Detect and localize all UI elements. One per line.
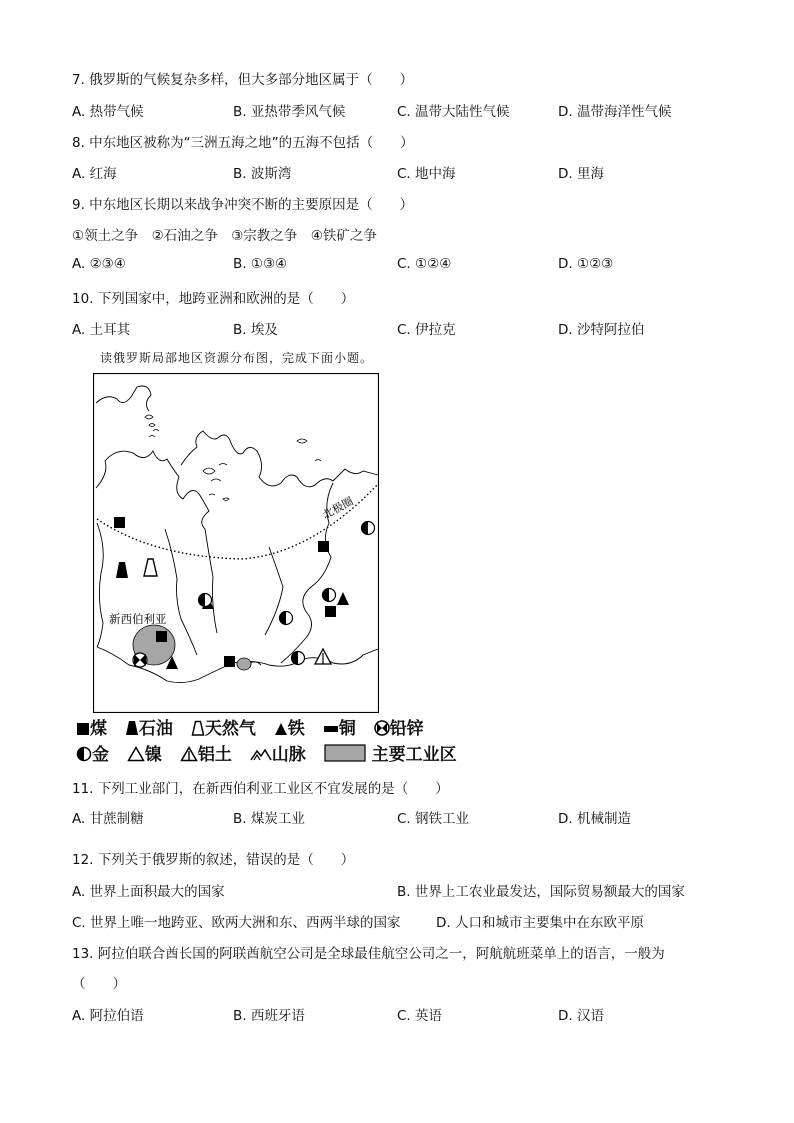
arctic-circle-label: 北极圈	[320, 494, 356, 522]
gold-symbol	[323, 589, 336, 602]
gold-legend-icon	[76, 746, 92, 762]
question-13-stem: 13. 阿拉伯联合酋长国的阿联酋航空公司是全球最佳航空公司之一，阿航航班菜单上的语言，一般为	[72, 946, 665, 962]
q13-option-a[interactable]: A. 阿拉伯语	[72, 1008, 144, 1024]
russia-resource-map	[93, 373, 379, 713]
map-legend-row-1	[76, 714, 436, 739]
q13-option-d[interactable]: D. 汉语	[558, 1008, 604, 1024]
coal-symbol	[325, 606, 336, 617]
q7-option-d[interactable]: D. 温带海洋性气候	[558, 104, 672, 120]
gas-legend-icon	[191, 720, 205, 736]
question-13-stem-cont: （ ）	[72, 976, 126, 992]
oil-legend-icon	[125, 720, 139, 736]
q12-option-d[interactable]: D. 人口和城市主要集中在东欧平原	[436, 915, 644, 931]
coal-symbol	[156, 631, 167, 642]
legend-bauxite: 铝土	[180, 740, 238, 765]
question-12-stem: 12. 下列关于俄罗斯的叙述，错误的是（ ）	[72, 852, 355, 868]
mountain-legend-icon	[250, 746, 272, 762]
legend-oil: 石油	[125, 714, 179, 739]
question-9-statements: ①领土之争 ②石油之争 ③宗教之争 ④铁矿之争	[72, 228, 377, 244]
copper-legend-icon	[323, 722, 339, 736]
q12-option-c[interactable]: C. 世界上唯一地跨亚、欧两大洲和东、西两半球的国家	[72, 915, 401, 931]
legend-gas: 天然气	[191, 714, 262, 739]
question-10-stem: 10. 下列国家中，地跨亚洲和欧洲的是（ ）	[72, 291, 355, 307]
question-7-stem: 7. 俄罗斯的气候复杂多样，但大多部分地区属于（ ）	[72, 72, 414, 88]
q8-option-c[interactable]: C. 地中海	[397, 166, 456, 182]
coal-legend-icon	[76, 722, 90, 736]
question-11-stem: 11. 下列工业部门，在新西伯利亚工业区不宜发展的是（ ）	[72, 781, 449, 797]
map-intro: 读俄罗斯局部地区资源分布图，完成下面小题。	[100, 351, 374, 365]
q7-option-a[interactable]: A. 热带气候	[72, 104, 144, 120]
gold-symbol	[292, 652, 305, 665]
q7-option-c[interactable]: C. 温带大陆性气候	[397, 104, 510, 120]
q8-option-d[interactable]: D. 里海	[558, 166, 604, 182]
q12-option-a[interactable]: A. 世界上面积最大的国家	[72, 884, 225, 900]
q8-option-b[interactable]: B. 波斯湾	[233, 166, 292, 182]
q10-option-c[interactable]: C. 伊拉克	[397, 322, 456, 338]
legend-gold: 金	[76, 740, 115, 765]
q10-option-a[interactable]: A. 土耳其	[72, 322, 131, 338]
q12-option-b[interactable]: B. 世界上工农业最发达，国际贸易额最大的国家	[397, 884, 685, 900]
question-9-stem: 9. 中东地区长期以来战争冲突不断的主要原因是（ ）	[72, 197, 414, 213]
city-label-novosibirsk: 新西伯利亚	[109, 612, 167, 626]
q10-option-b[interactable]: B. 埃及	[233, 322, 278, 338]
q10-option-d[interactable]: D. 沙特阿拉伯	[558, 322, 645, 338]
q13-option-b[interactable]: B. 西班牙语	[233, 1008, 305, 1024]
legend-mountain: 山脉	[250, 740, 312, 765]
q9-option-d[interactable]: D. ①②③	[558, 256, 614, 272]
question-8-stem: 8. 中东地区被称为“三洲五海之地”的五海不包括（ ）	[72, 135, 414, 151]
legend-coal: 煤	[76, 714, 113, 739]
q11-option-d[interactable]: D. 机械制造	[558, 811, 631, 827]
leadzinc-symbol	[133, 653, 147, 667]
coal-symbol	[224, 656, 235, 667]
q11-option-c[interactable]: C. 钢铁工业	[397, 811, 470, 827]
q7-option-b[interactable]: B. 亚热带季风气候	[233, 104, 346, 120]
coal-symbol	[318, 541, 329, 552]
legend-nickel: 镍	[127, 740, 168, 765]
q11-option-b[interactable]: B. 煤炭工业	[233, 811, 305, 827]
gold-symbol	[362, 522, 375, 535]
q11-option-a[interactable]: A. 甘蔗制糖	[72, 811, 144, 827]
industrial-area-legend-icon	[324, 744, 366, 762]
iron-legend-icon	[274, 722, 288, 736]
legend-leadzinc: 铅锌	[374, 714, 430, 739]
gold-symbol	[280, 612, 293, 625]
legend-copper: 铜	[323, 714, 362, 739]
bauxite-legend-icon	[180, 746, 198, 762]
coal-symbol	[114, 517, 125, 528]
q13-option-c[interactable]: C. 英语	[397, 1008, 443, 1024]
q9-option-c[interactable]: C. ①②④	[397, 256, 452, 272]
leadzinc-legend-icon	[374, 720, 390, 736]
gold-symbol	[199, 594, 212, 607]
q8-option-a[interactable]: A. 红海	[72, 166, 117, 182]
legend-industrial: 主要工业区	[324, 740, 463, 765]
map-legend-row-2	[76, 740, 469, 765]
q9-option-a[interactable]: A. ②③④	[72, 256, 126, 272]
legend-iron: 铁	[274, 714, 311, 739]
nickel-legend-icon	[127, 746, 145, 762]
q9-option-b[interactable]: B. ①③④	[233, 256, 288, 272]
